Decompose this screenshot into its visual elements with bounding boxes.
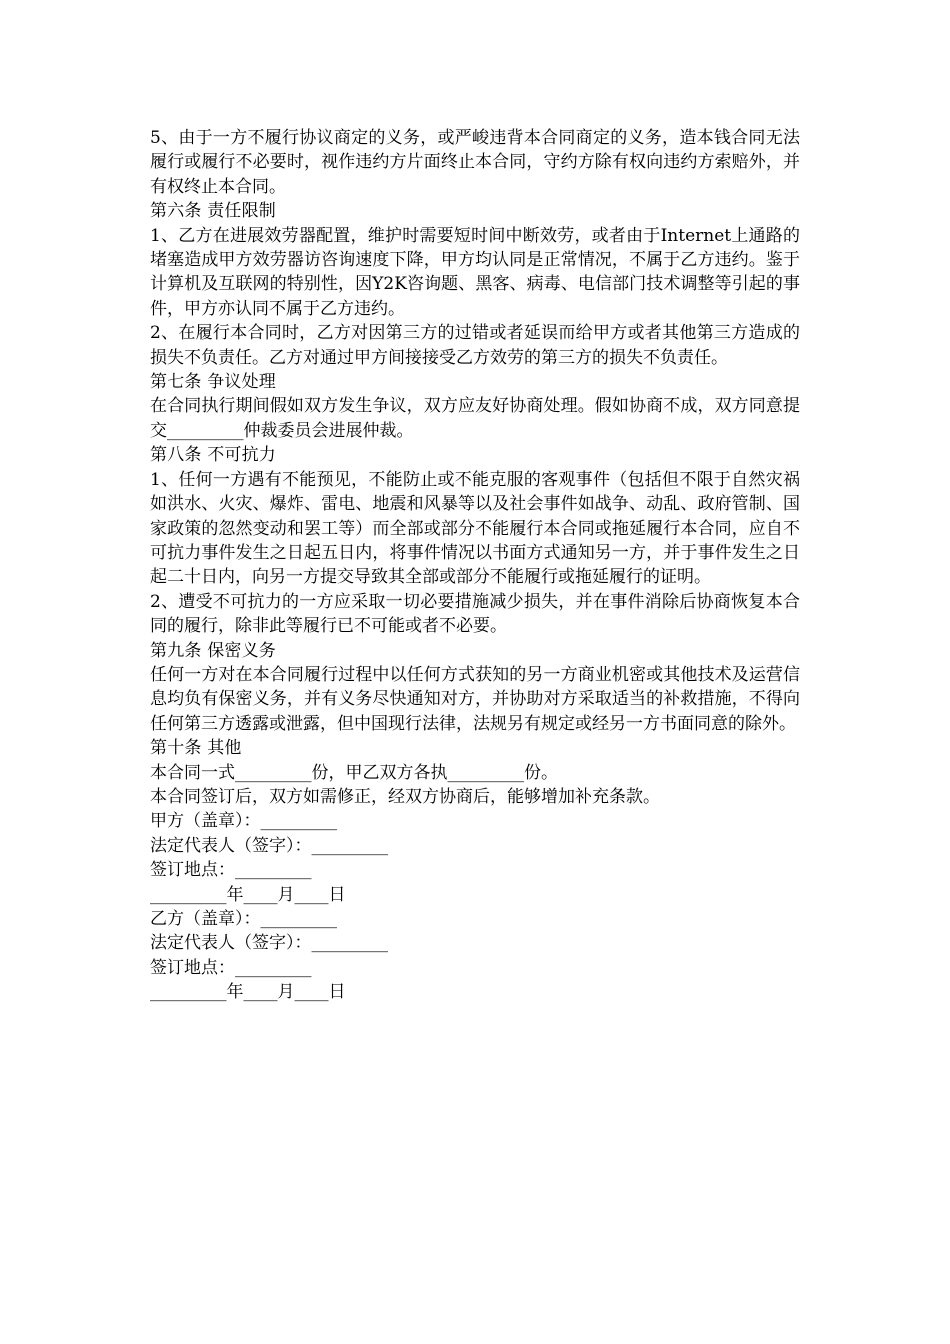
article-6-item-1: 1、乙方在进展效劳器配置，维护时需要短时间中断效劳，或者由于Internet上通路的堵塞造成甲方效劳器访咨询速度下降，甲方均认同是正常情况，不属于乙方违约。鉴于计算机及互联网的特别性，因Y2K咨询题、黑客、病毒、电信部门技术调整等引起的事件，甲方亦认同不属于乙方违约。 [150, 225, 800, 319]
article-10-heading: 第十条 其他 [150, 738, 242, 759]
document-body [150, 126, 800, 1005]
party-b-date-line: _________年____月____日 [150, 982, 346, 1003]
party-a-date-line: _________年____月____日 [150, 884, 346, 905]
party-a-representative-line: 法定代表人（签字）：_________ [150, 835, 388, 856]
party-a-seal-line: 甲方（盖章）：_________ [150, 811, 337, 832]
article-8-item-2: 2、遭受不可抗力的一方应采取一切必要措施减少损失，并在事件消除后协商恢复本合同的履行，除非此等履行已不可能或者不必要。 [150, 591, 800, 637]
article-6-heading: 第六条 责任限制 [150, 201, 277, 222]
clause-5-paragraph: 5、由于一方不履行协议商定的义务，或严峻违背本合同商定的义务，造本钱合同无法履行或履行不必要时，视作违约方片面终止本合同，守约方除有权向违约方索赔外，并有权终止本合同。 [150, 128, 800, 197]
article-7-heading: 第七条 争议处理 [150, 372, 277, 393]
party-b-representative-line: 法定代表人（签字）：_________ [150, 933, 388, 954]
article-9-body: 任何一方对在本合同履行过程中以任何方式获知的另一方商业机密或其他技术及运营信息均负有保密义务，并有义务尽快通知对方，并协助对方采取适当的补救措施，不得向任何第三方透露或泄露，但中国现行法律，法规另有规定或经另一方书面同意的除外。 [150, 664, 800, 734]
article-9-heading: 第九条 保密义务 [150, 640, 277, 661]
article-8-item-1: 1、任何一方遇有不能预见，不能防止或不能克服的客观事件（包括但不限于自然灾祸如洪水、火灾、爆炸、雷电、地震和风暴等以及社会事件如战争、动乱、政府管制、国家政策的忽然变动和罢工等）而全部或部分不能履行本合同或拖延履行本合同，应自不可抗力事件发生之日起五日内，将事件情况以书面方式通知另一方，并于事件发生之日起二十日内，向另一方提交导致其全部或部分不能履行或拖延履行的证明。 [150, 469, 800, 588]
party-a-place-line: 签订地点：_________ [150, 860, 312, 881]
article-7-body: 在合同执行期间假如双方发生争议，双方应友好协商处理。假如协商不成，双方同意提交_________仲裁委员会进展仲裁。 [150, 396, 800, 441]
party-b-place-line: 签订地点：_________ [150, 957, 312, 978]
amendment-line: 本合同签订后，双方如需修正，经双方协商后，能够增加补充条款。 [150, 786, 660, 807]
party-b-seal-line: 乙方（盖章）：_________ [150, 909, 337, 929]
article-6-item-2: 2、在履行本合同时，乙方对因第三方的过错或者延误而给甲方或者其他第三方造成的损失不负责任。乙方对通过甲方间接接受乙方效劳的第三方的损失不负责任。 [150, 323, 800, 368]
copies-line: 本合同一式_________份，甲乙双方各执_________份。 [150, 762, 558, 783]
article-8-heading: 第八条 不可抗力 [150, 445, 277, 466]
